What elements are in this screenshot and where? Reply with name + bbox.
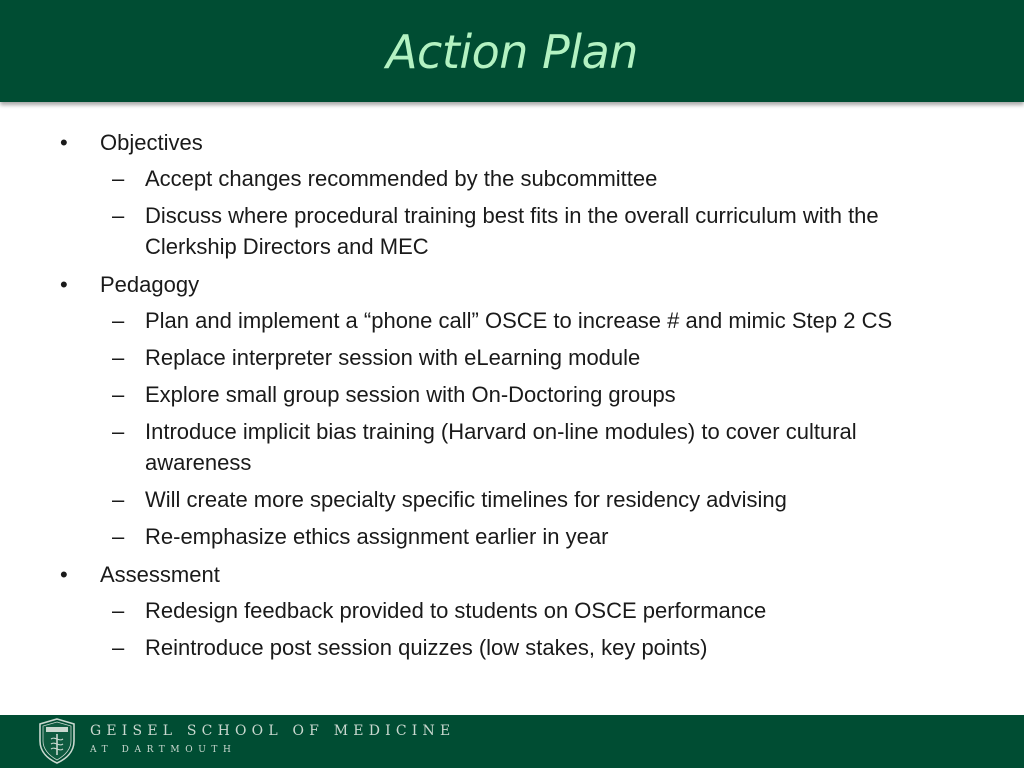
dash-marker: – bbox=[112, 382, 125, 407]
list-item bbox=[0, 521, 1024, 552]
sub-list bbox=[0, 305, 1024, 552]
dash-marker: – bbox=[112, 635, 125, 660]
list-item bbox=[0, 416, 1024, 478]
dash-marker: – bbox=[112, 166, 125, 191]
list-item bbox=[0, 163, 1024, 194]
section-heading: Pedagogy bbox=[100, 272, 200, 297]
list-item-text: Plan and implement a “phone call” OSCE to increase # and mimic Step 2 CS bbox=[145, 308, 893, 333]
list-item-text: Re-emphasize ethics assignment earlier in year bbox=[145, 524, 609, 549]
shield-logo-icon bbox=[37, 717, 77, 765]
section-objectives bbox=[0, 126, 1024, 262]
list-item-text: Replace interpreter session with eLearning module bbox=[145, 345, 641, 370]
list-item-text: Discuss where procedural training best fits in the overall curriculum with the Clerkship Directors and MEC bbox=[145, 203, 879, 259]
list-item bbox=[0, 305, 1024, 336]
dash-marker: – bbox=[112, 487, 125, 512]
dash-marker: – bbox=[112, 524, 125, 549]
section-heading: Assessment bbox=[100, 562, 220, 587]
bullet-marker: • bbox=[60, 130, 68, 155]
list-item-text: Reintroduce post session quizzes (low stakes, key points) bbox=[145, 635, 708, 660]
school-name: GEISEL SCHOOL OF MEDICINE bbox=[90, 723, 456, 739]
dash-marker: – bbox=[112, 203, 125, 228]
bullet-marker: • bbox=[60, 562, 68, 587]
dash-marker: – bbox=[112, 345, 125, 370]
list-item bbox=[0, 595, 1024, 626]
list-item-text: Redesign feedback provided to students on OSCE performance bbox=[145, 598, 767, 623]
list-item bbox=[0, 484, 1024, 515]
sub-list bbox=[0, 163, 1024, 262]
dash-marker: – bbox=[112, 419, 125, 444]
list-item-text: Accept changes recommended by the subcommittee bbox=[145, 166, 658, 191]
list-item-text: Introduce implicit bias training (Harvard on-line modules) to cover cultural awareness bbox=[145, 419, 857, 475]
list-item-text: Will create more specialty specific timelines for residency advising bbox=[145, 487, 787, 512]
school-subname: AT DARTMOUTH bbox=[90, 745, 237, 755]
bullet-list bbox=[0, 126, 1024, 669]
list-item bbox=[0, 379, 1024, 410]
list-item-text: Explore small group session with On-Doctoring groups bbox=[145, 382, 676, 407]
dash-marker: – bbox=[112, 598, 125, 623]
bullet-marker: • bbox=[60, 272, 68, 297]
sub-list bbox=[0, 595, 1024, 663]
list-item bbox=[0, 200, 1024, 262]
list-item bbox=[0, 632, 1024, 663]
section-assessment bbox=[0, 558, 1024, 663]
section-heading: Objectives bbox=[100, 130, 203, 155]
section-pedagogy bbox=[0, 268, 1024, 552]
title-bar bbox=[0, 0, 1024, 102]
dash-marker: – bbox=[112, 308, 125, 333]
list-item bbox=[0, 342, 1024, 373]
slide-title: Action Plan bbox=[386, 25, 638, 79]
